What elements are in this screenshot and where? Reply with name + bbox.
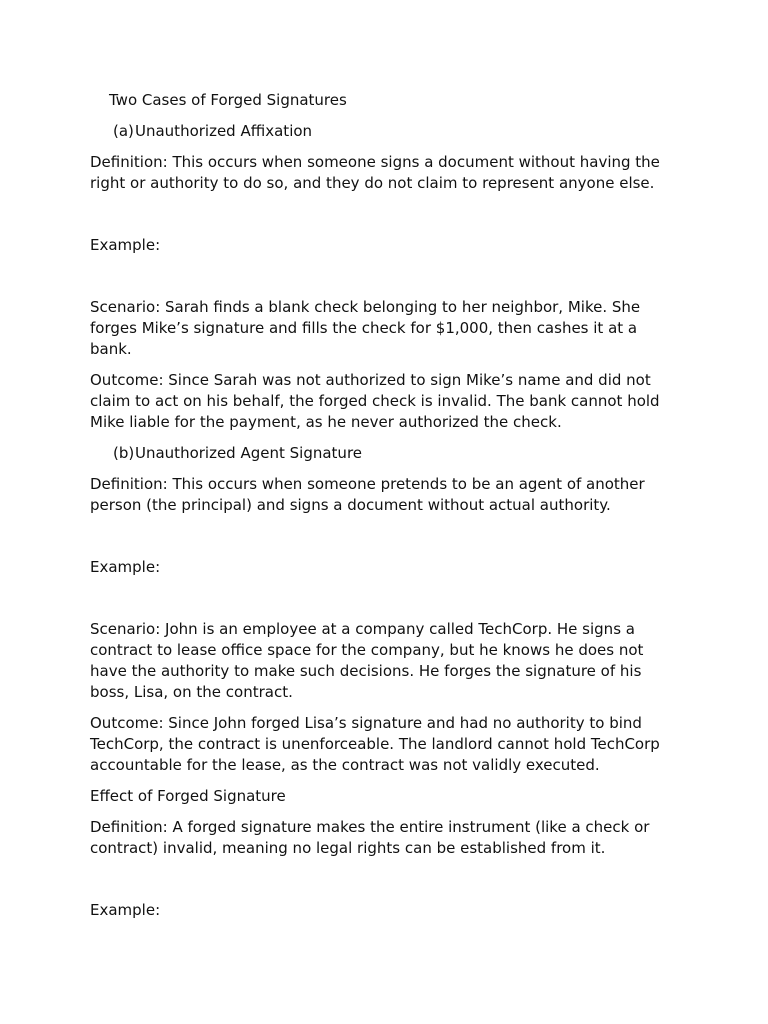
section-a-definition: Definition: This occurs when someone signs a document without having the right or authority to do so, and they do not claim to represent anyone else.: [90, 153, 660, 192]
section-b-outcome: Outcome: Since John forged Lisa’s signature and had no authority to bind TechCorp, the contract is unenforceable. The landlord cannot hold TechCorp accountable for the lease, as the contract was not validly executed.: [90, 714, 660, 774]
section-b-heading: [113, 443, 680, 464]
section-b-definition: Definition: This occurs when someone pretends to be an agent of another person (the principal) and signs a document without actual authority.: [90, 475, 645, 514]
section-a-marker: (a): [113, 122, 134, 140]
section-a-example-label: Example:: [90, 236, 161, 254]
section-b-heading-text: Unauthorized Agent Signature: [135, 444, 363, 462]
section-b-marker: (b): [113, 444, 135, 462]
section-b-scenario: Scenario: John is an employee at a company called TechCorp. He signs a contract to lease office space for the company, but he knows he does not have the authority to make such decisions. He forges the signature of his boss, Lisa, on the contract.: [90, 620, 644, 701]
effect-definition: Definition: A forged signature makes the entire instrument (like a check or contract) invalid, meaning no legal rights can be established from it.: [90, 818, 650, 857]
section-b-example-label: Example:: [90, 558, 161, 576]
section-a-heading: [113, 121, 680, 142]
section-a-outcome: Outcome: Since Sarah was not authorized to sign Mike’s name and did not claim to act on his behalf, the forged check is invalid. The bank cannot hold Mike liable for the payment, as he never authorized the check.: [90, 371, 660, 431]
document-title: Two Cases of Forged Signatures: [109, 91, 347, 109]
effect-example-label: Example:: [90, 901, 161, 919]
section-a-scenario: Scenario: Sarah finds a blank check belonging to her neighbor, Mike. She forges Mike’s signature and fills the check for $1,000, then cashes it at a bank.: [90, 298, 641, 358]
document-page: [90, 90, 680, 931]
effect-heading: Effect of Forged Signature: [90, 787, 286, 805]
section-a-heading-text: Unauthorized Affixation: [135, 122, 313, 140]
